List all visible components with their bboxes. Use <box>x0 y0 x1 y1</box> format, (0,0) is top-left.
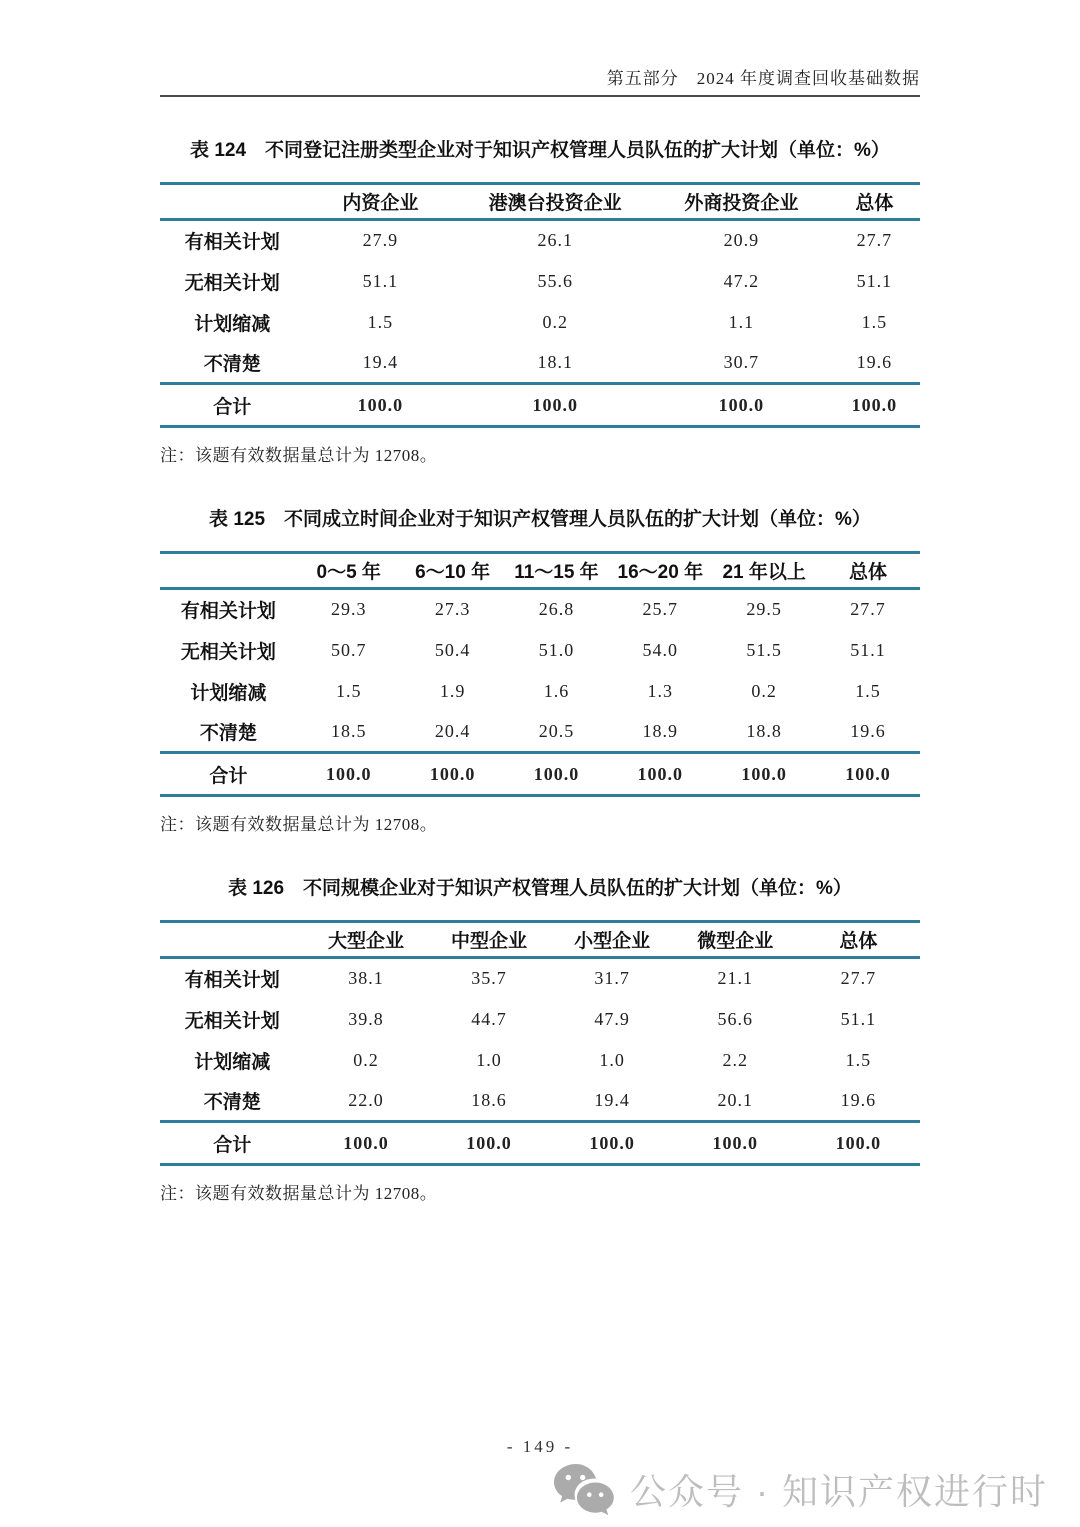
row-label: 无相关计划 <box>184 1010 280 1032</box>
cell: 27.9 <box>362 230 399 251</box>
table-total-row <box>160 1122 920 1165</box>
cell: 19.4 <box>362 351 399 372</box>
cell: 0.2 <box>542 311 568 332</box>
cell: 100.0 <box>505 753 609 796</box>
cell: 18.5 <box>330 720 367 741</box>
table-row <box>160 343 920 384</box>
table-row <box>160 712 920 753</box>
cell: 100.0 <box>608 753 712 796</box>
column-header: 大型企业 <box>304 922 427 958</box>
row-label: 计划缩减 <box>190 682 267 704</box>
cell: 50.4 <box>434 639 471 660</box>
cell: 25.7 <box>642 599 679 620</box>
row-label: 合计 <box>160 753 297 796</box>
cell: 19.6 <box>840 1089 877 1110</box>
table-125-title: 表 125 不同成立时间企业对于知识产权管理人员队伍的扩大计划（单位：%） <box>209 509 871 530</box>
cell: 38.1 <box>348 968 384 989</box>
table-total-row <box>160 753 920 796</box>
cell: 55.6 <box>537 270 573 291</box>
table-126 <box>160 920 920 1166</box>
column-header: 内资企业 <box>304 184 456 220</box>
cell: 35.7 <box>471 968 507 989</box>
cell: 51.1 <box>856 270 893 291</box>
cell: 1.9 <box>439 680 466 701</box>
cell: 26.1 <box>537 230 573 251</box>
cell: 27.7 <box>850 599 886 620</box>
table-126-note: 注：该题有效数据量总计为 12708。 <box>160 1184 438 1203</box>
table-125-note: 注：该题有效数据量总计为 12708。 <box>160 815 438 834</box>
watermark <box>552 1463 1048 1515</box>
cell: 22.0 <box>348 1089 384 1110</box>
cell: 29.5 <box>746 599 782 620</box>
cell: 1.5 <box>861 311 888 332</box>
cell: 100.0 <box>829 384 920 427</box>
table-row <box>160 630 920 671</box>
table-124-header-row <box>160 184 920 220</box>
row-label: 无相关计划 <box>184 272 280 294</box>
cell: 1.3 <box>647 680 674 701</box>
row-label: 合计 <box>160 1122 304 1165</box>
cell: 47.2 <box>723 270 760 291</box>
cell: 19.4 <box>594 1089 630 1110</box>
cell: 100.0 <box>816 753 920 796</box>
column-header: 外商投资企业 <box>654 184 829 220</box>
row-label: 不清楚 <box>203 353 261 375</box>
cell: 20.1 <box>717 1089 754 1110</box>
cell: 27.3 <box>434 599 471 620</box>
cell: 29.3 <box>330 599 367 620</box>
cell: 100.0 <box>304 1122 427 1165</box>
cell: 100.0 <box>304 384 456 427</box>
cell: 51.0 <box>538 639 575 660</box>
row-label: 有相关计划 <box>180 601 276 623</box>
column-header: 0～5 年 <box>297 553 401 589</box>
cell: 51.1 <box>850 639 886 660</box>
cell: 47.9 <box>594 1008 630 1029</box>
cell: 56.6 <box>717 1008 754 1029</box>
table-124-title: 表 124 不同登记注册类型企业对于知识产权管理人员队伍的扩大计划（单位：%） <box>190 140 890 161</box>
cell: 27.7 <box>840 968 877 989</box>
cell: 31.7 <box>594 968 630 989</box>
cell: 18.9 <box>642 720 679 741</box>
table-row <box>160 1081 920 1122</box>
page-header <box>160 0 920 97</box>
column-header: 11～15 年 <box>505 553 609 589</box>
row-label: 有相关计划 <box>184 970 280 992</box>
cell: 20.4 <box>434 720 471 741</box>
row-label: 无相关计划 <box>180 641 276 663</box>
cell: 20.9 <box>723 230 760 251</box>
table-125-header-row <box>160 553 920 589</box>
table-124 <box>160 182 920 428</box>
cell: 1.0 <box>599 1049 625 1070</box>
cell: 100.0 <box>674 1122 797 1165</box>
cell: 1.6 <box>543 680 570 701</box>
table-row <box>160 302 920 343</box>
cell: 0.2 <box>751 680 777 701</box>
cell: 19.6 <box>856 351 893 372</box>
cell: 0.2 <box>353 1049 379 1070</box>
column-header <box>160 184 304 220</box>
cell: 100.0 <box>551 1122 674 1165</box>
table-total-row <box>160 384 920 427</box>
page-number: - 149 - <box>506 1437 574 1456</box>
cell: 51.1 <box>362 270 399 291</box>
column-header: 6～10 年 <box>401 553 505 589</box>
cell: 18.1 <box>537 351 573 372</box>
table-126-title: 表 126 不同规模企业对于知识产权管理人员队伍的扩大计划（单位：%） <box>228 878 852 899</box>
row-label: 计划缩减 <box>194 1051 271 1073</box>
cell: 54.0 <box>642 639 679 660</box>
table-126-section <box>160 873 920 1204</box>
column-header <box>160 553 297 589</box>
table-125 <box>160 551 920 797</box>
cell: 1.5 <box>335 680 362 701</box>
page-header-rule <box>160 95 920 97</box>
cell: 1.5 <box>845 1049 872 1070</box>
table-row <box>160 261 920 302</box>
watermark-text: 公众号 · 知识产权进行时 <box>630 1470 1048 1512</box>
column-header: 微型企业 <box>674 922 797 958</box>
column-header: 港澳台投资企业 <box>456 184 654 220</box>
column-header <box>160 922 304 958</box>
cell: 1.5 <box>367 311 394 332</box>
cell: 100.0 <box>297 753 401 796</box>
column-header: 总体 <box>797 922 920 958</box>
column-header: 21 年以上 <box>712 553 816 589</box>
cell: 1.5 <box>855 680 881 701</box>
cell: 27.7 <box>856 230 893 251</box>
cell: 18.6 <box>471 1089 507 1110</box>
cell: 30.7 <box>723 351 760 372</box>
page-header-text: 第五部分 2024 年度调查回收基础数据 <box>606 69 920 88</box>
cell: 100.0 <box>654 384 829 427</box>
cell: 18.8 <box>746 720 782 741</box>
cell: 100.0 <box>428 1122 551 1165</box>
table-row <box>160 671 920 712</box>
cell: 39.8 <box>348 1008 384 1029</box>
row-label: 不清楚 <box>199 722 257 744</box>
table-124-note: 注：该题有效数据量总计为 12708。 <box>160 446 438 465</box>
table-row <box>160 1040 920 1081</box>
cell: 21.1 <box>717 968 754 989</box>
cell: 100.0 <box>456 384 654 427</box>
column-header: 小型企业 <box>551 922 674 958</box>
table-124-section <box>160 135 920 466</box>
cell: 100.0 <box>797 1122 920 1165</box>
table-row <box>160 589 920 630</box>
cell: 19.6 <box>850 720 886 741</box>
cell: 20.5 <box>538 720 575 741</box>
cell: 2.2 <box>722 1049 749 1070</box>
cell: 100.0 <box>712 753 816 796</box>
row-label: 不清楚 <box>203 1091 261 1113</box>
table-125-section <box>160 504 920 835</box>
column-header: 总体 <box>816 553 920 589</box>
table-row <box>160 958 920 999</box>
column-header: 总体 <box>829 184 920 220</box>
table-row <box>160 999 920 1040</box>
row-label: 合计 <box>160 384 304 427</box>
cell: 26.8 <box>538 599 575 620</box>
cell: 51.1 <box>840 1008 877 1029</box>
cell: 100.0 <box>401 753 505 796</box>
row-label: 有相关计划 <box>184 232 280 254</box>
cell: 1.1 <box>728 311 755 332</box>
cell: 44.7 <box>471 1008 507 1029</box>
column-header: 16～20 年 <box>608 553 712 589</box>
table-126-header-row <box>160 922 920 958</box>
column-header: 中型企业 <box>428 922 551 958</box>
cell: 1.0 <box>476 1049 502 1070</box>
cell: 50.7 <box>330 639 367 660</box>
table-row <box>160 220 920 261</box>
row-label: 计划缩减 <box>194 313 271 335</box>
cell: 51.5 <box>746 639 782 660</box>
wechat-icon <box>552 1463 616 1515</box>
